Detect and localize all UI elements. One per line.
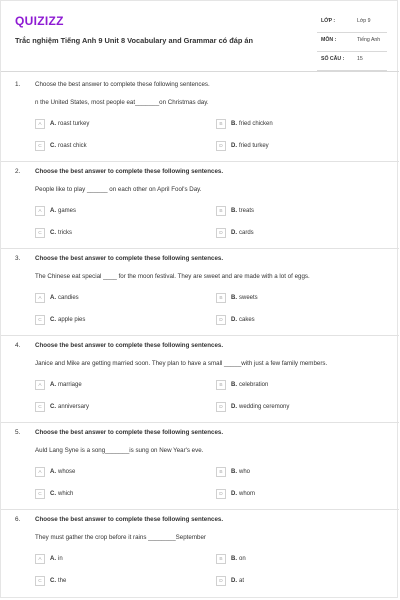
option-d[interactable] xyxy=(216,227,254,239)
option-text: candies xyxy=(58,295,79,301)
question-prompt: Choose the best answer to complete these following sentences. xyxy=(35,81,210,88)
option-label xyxy=(50,317,85,323)
meta-label: LỚP : xyxy=(321,18,336,24)
option-text: fried chicken xyxy=(239,121,273,127)
option-d[interactable] xyxy=(216,575,244,587)
option-letter: D. xyxy=(231,578,237,584)
option-box[interactable]: C xyxy=(35,141,45,151)
option-text: at xyxy=(239,578,245,584)
option-label xyxy=(231,317,255,323)
question-number: 4. xyxy=(15,342,21,349)
option-d[interactable] xyxy=(216,140,269,152)
option-text: sweets xyxy=(239,295,258,301)
question-number: 3. xyxy=(15,255,21,262)
option-box[interactable]: B xyxy=(216,293,226,303)
option-text: whose xyxy=(58,469,76,475)
meta-label: SỐ CÂU : xyxy=(321,56,345,62)
option-letter: C. xyxy=(50,317,56,323)
question-prompt: Choose the best answer to complete these following sentences. xyxy=(35,429,224,436)
option-text: games xyxy=(58,208,77,214)
option-box[interactable]: B xyxy=(216,380,226,390)
option-letter: D. xyxy=(231,230,237,236)
option-box[interactable]: C xyxy=(35,489,45,499)
option-label xyxy=(50,208,76,214)
question-number: 5. xyxy=(15,429,21,436)
meta-row-subject xyxy=(317,34,387,52)
option-label xyxy=(231,208,254,214)
question-divider xyxy=(1,509,399,510)
option-a[interactable] xyxy=(35,553,63,565)
option-b[interactable] xyxy=(216,118,273,130)
question-divider xyxy=(1,422,399,423)
option-a[interactable] xyxy=(35,118,89,130)
option-box[interactable]: B xyxy=(216,554,226,564)
question-number: 2. xyxy=(15,168,21,175)
option-a[interactable] xyxy=(35,466,75,478)
question-text: They must gather the crop before it rains ________September xyxy=(35,534,206,541)
option-box[interactable]: A xyxy=(35,206,45,216)
option-c[interactable] xyxy=(35,401,89,413)
question-text: Janice and Mike are getting married soon. They plan to have a small _____with just a few family members. xyxy=(35,360,328,367)
question-text: The Chinese eat special ____ for the moon festival. They are sweet and are made with a lot of eggs. xyxy=(35,273,310,280)
worksheet-header xyxy=(1,1,399,73)
meta-value: 15 xyxy=(357,56,363,62)
option-letter: B. xyxy=(231,295,237,301)
option-letter: C. xyxy=(50,578,56,584)
option-box[interactable]: D xyxy=(216,228,226,238)
option-b[interactable] xyxy=(216,379,268,391)
option-box[interactable]: A xyxy=(35,119,45,129)
option-box[interactable]: A xyxy=(35,467,45,477)
question-text: n the United States, most people eat_______on Christmas day. xyxy=(35,99,209,106)
option-letter: D. xyxy=(231,317,237,323)
option-letter: A. xyxy=(50,295,56,301)
meta-label: MÔN : xyxy=(321,37,337,43)
question-prompt: Choose the best answer to complete these following sentences. xyxy=(35,516,224,523)
option-c[interactable] xyxy=(35,314,85,326)
option-box[interactable]: D xyxy=(216,402,226,412)
option-label xyxy=(231,404,289,410)
option-letter: C. xyxy=(50,404,56,410)
option-letter: A. xyxy=(50,382,56,388)
option-box[interactable]: D xyxy=(216,489,226,499)
option-text: the xyxy=(58,578,67,584)
option-label xyxy=(231,556,246,562)
option-a[interactable] xyxy=(35,205,76,217)
option-label xyxy=(231,121,273,127)
option-b[interactable] xyxy=(216,553,246,565)
option-label xyxy=(231,469,250,475)
question-prompt: Choose the best answer to complete these following sentences. xyxy=(35,342,224,349)
option-box[interactable]: D xyxy=(216,315,226,325)
question-text: Auld Lang Syne is a song_______is sung on New Year's eve. xyxy=(35,447,204,454)
option-letter: D. xyxy=(231,404,237,410)
option-box[interactable]: C xyxy=(35,576,45,586)
question-text: People like to play ______ on each other on April Fool's Day. xyxy=(35,186,202,193)
option-letter: C. xyxy=(50,230,56,236)
option-a[interactable] xyxy=(35,379,82,391)
worksheet-title: Trắc nghiệm Tiếng Anh 9 Unit 8 Vocabulary and Grammar có đáp án xyxy=(15,36,254,45)
option-b[interactable] xyxy=(216,205,254,217)
question-divider xyxy=(1,335,399,336)
option-label xyxy=(231,230,254,236)
option-label xyxy=(231,578,244,584)
option-letter: C. xyxy=(50,143,56,149)
option-text: tricks xyxy=(58,230,72,236)
option-letter: A. xyxy=(50,469,56,475)
option-label xyxy=(231,382,268,388)
option-text: marriage xyxy=(58,382,82,388)
option-text: fried turkey xyxy=(239,143,269,149)
question-divider xyxy=(1,161,399,162)
option-label xyxy=(50,230,72,236)
question-prompt: Choose the best answer to complete these following sentences. xyxy=(35,168,224,175)
option-text: cakes xyxy=(239,317,255,323)
option-letter: B. xyxy=(231,208,237,214)
option-text: on xyxy=(239,556,246,562)
option-b[interactable] xyxy=(216,292,258,304)
option-box[interactable]: B xyxy=(216,467,226,477)
meta-row-question-count xyxy=(317,53,387,71)
option-letter: C. xyxy=(50,491,56,497)
option-label xyxy=(50,382,82,388)
option-letter: B. xyxy=(231,556,237,562)
question-prompt: Choose the best answer to complete these following sentences. xyxy=(35,255,224,262)
option-letter: B. xyxy=(231,469,237,475)
option-letter: A. xyxy=(50,208,56,214)
option-text: cards xyxy=(239,230,254,236)
option-label xyxy=(50,404,89,410)
option-label xyxy=(50,556,63,562)
option-label xyxy=(50,121,89,127)
meta-row-class xyxy=(317,15,387,33)
option-letter: D. xyxy=(231,143,237,149)
option-letter: A. xyxy=(50,121,56,127)
option-letter: A. xyxy=(50,556,56,562)
option-text: treats xyxy=(239,208,255,214)
option-text: whom xyxy=(239,491,256,497)
option-text: roast turkey xyxy=(58,121,90,127)
option-c[interactable] xyxy=(35,488,73,500)
option-text: roast chick xyxy=(58,143,87,149)
option-d[interactable] xyxy=(216,314,255,326)
meta-value: Lớp 9 xyxy=(357,18,371,24)
option-c[interactable] xyxy=(35,227,72,239)
option-b[interactable] xyxy=(216,466,250,478)
option-a[interactable] xyxy=(35,292,79,304)
option-letter: D. xyxy=(231,491,237,497)
option-text: celebration xyxy=(239,382,269,388)
option-box[interactable]: C xyxy=(35,315,45,325)
option-d[interactable] xyxy=(216,488,255,500)
option-label xyxy=(50,295,79,301)
option-letter: B. xyxy=(231,121,237,127)
option-text: anniversary xyxy=(58,404,90,410)
option-label xyxy=(231,491,255,497)
option-c[interactable] xyxy=(35,140,87,152)
option-label xyxy=(50,491,73,497)
option-box[interactable]: D xyxy=(216,576,226,586)
meta-table xyxy=(317,15,387,72)
option-label xyxy=(50,578,66,584)
option-box[interactable]: B xyxy=(216,119,226,129)
quizizz-logo[interactable]: QUIZIZZ xyxy=(15,14,64,28)
question-number: 1. xyxy=(15,81,21,88)
option-c[interactable] xyxy=(35,575,66,587)
option-box[interactable]: A xyxy=(35,293,45,303)
header-divider xyxy=(1,71,399,72)
option-box[interactable]: A xyxy=(35,380,45,390)
option-label xyxy=(50,143,87,149)
meta-value: Tiếng Anh xyxy=(357,37,381,43)
option-box[interactable]: C xyxy=(35,402,45,412)
option-text: which xyxy=(58,491,74,497)
option-text: who xyxy=(239,469,251,475)
option-box[interactable]: B xyxy=(216,206,226,216)
option-label xyxy=(50,469,75,475)
option-text: in xyxy=(58,556,63,562)
option-label xyxy=(231,295,258,301)
question-number: 6. xyxy=(15,516,21,523)
option-box[interactable]: D xyxy=(216,141,226,151)
option-text: wedding ceremony xyxy=(239,404,290,410)
option-letter: B. xyxy=(231,382,237,388)
option-text: apple pies xyxy=(58,317,86,323)
option-d[interactable] xyxy=(216,401,289,413)
question-divider xyxy=(1,248,399,249)
option-label xyxy=(231,143,269,149)
option-box[interactable]: C xyxy=(35,228,45,238)
option-box[interactable]: A xyxy=(35,554,45,564)
